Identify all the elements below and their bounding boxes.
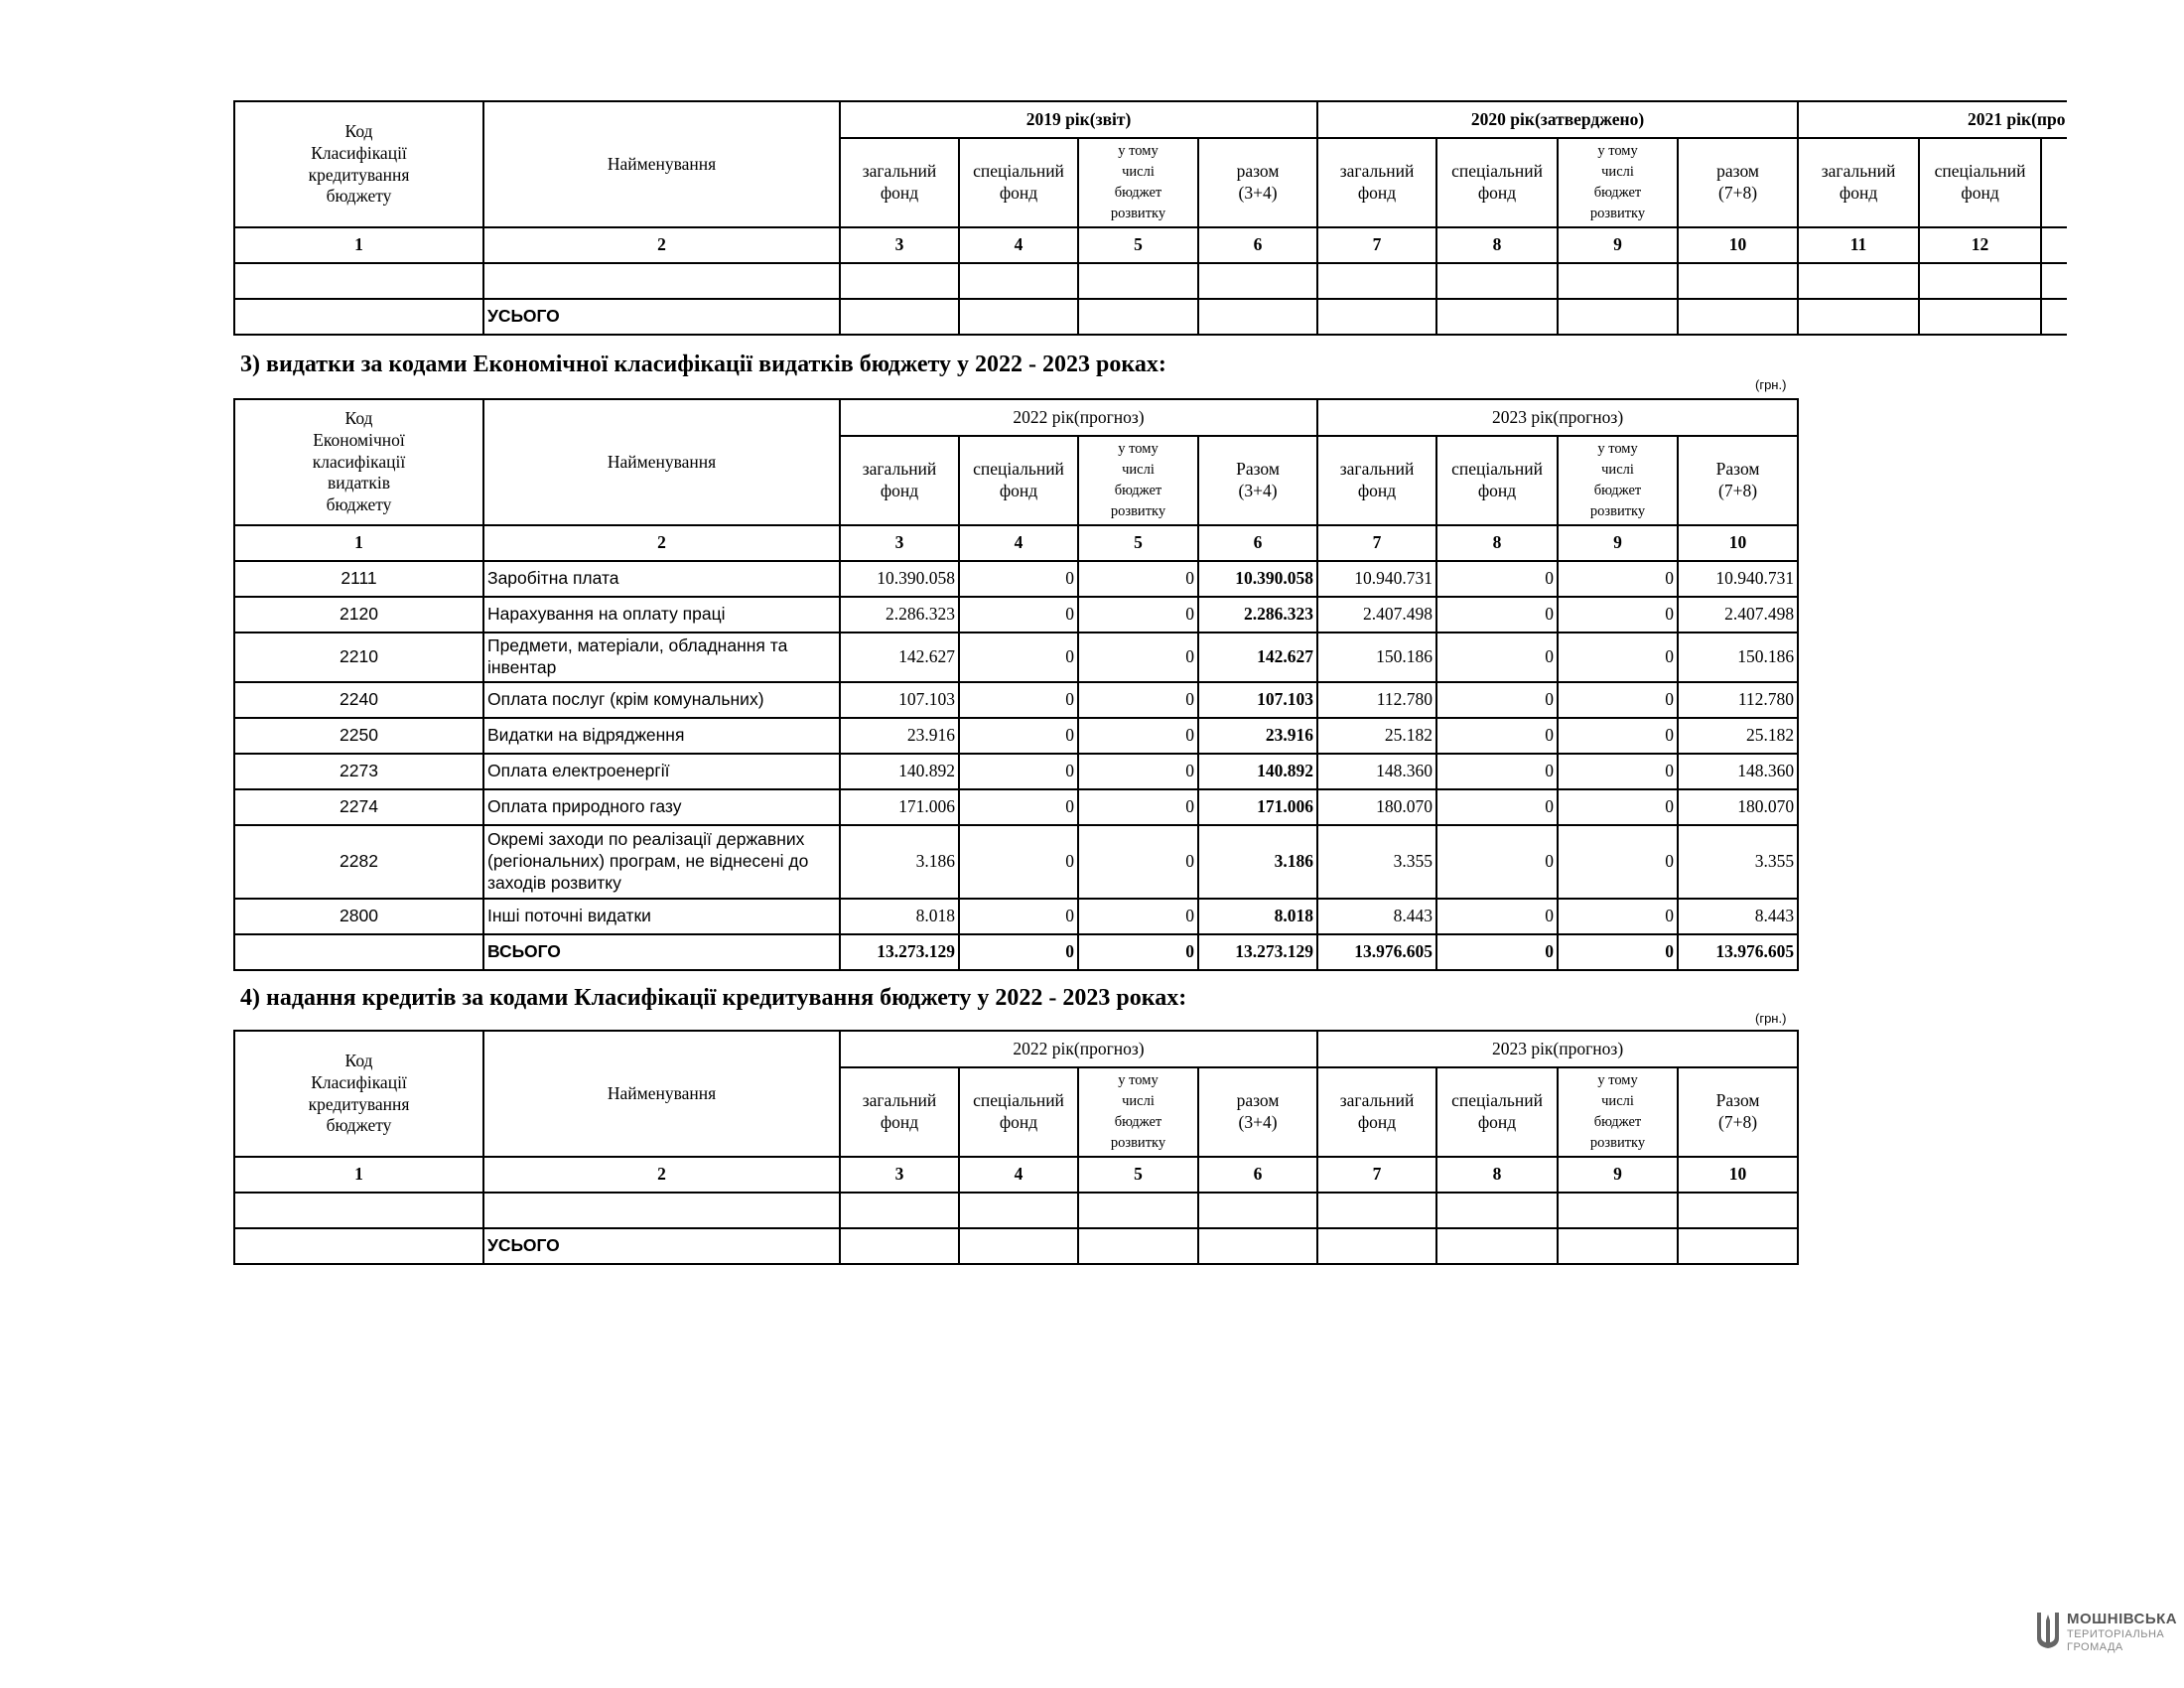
value-cell: 8.443 — [1678, 899, 1798, 934]
subheader: разом (7+8) — [1678, 138, 1798, 227]
subheader: загальний фонд — [840, 1067, 959, 1157]
column-number: 11 — [1798, 227, 1919, 263]
header-name: Найменування — [483, 101, 840, 227]
value-cell: 23.916 — [1198, 718, 1317, 754]
value-cell: 107.103 — [840, 682, 959, 718]
column-number: 6 — [1198, 525, 1317, 561]
total-value: 0 — [959, 934, 1078, 970]
column-number — [2041, 227, 2067, 263]
subheader: у тому числі бюджет розвитку — [1558, 138, 1678, 227]
value-cell: 0 — [1078, 825, 1198, 899]
column-number: 2 — [483, 525, 840, 561]
column-number: 7 — [1317, 1157, 1436, 1193]
value-cell: 0 — [1436, 633, 1558, 682]
column-number: 3 — [840, 1157, 959, 1193]
value-cell: 3.355 — [1678, 825, 1798, 899]
header-group-2023: 2023 рік(прогноз) — [1317, 1031, 1798, 1067]
value-cell: 142.627 — [840, 633, 959, 682]
value-cell: 0 — [1436, 561, 1558, 597]
column-number: 9 — [1558, 227, 1678, 263]
value-cell: 0 — [959, 633, 1078, 682]
row-name: Оплата природного газу — [483, 789, 840, 825]
column-number: 2 — [483, 227, 840, 263]
credit-table-top — [233, 100, 2067, 336]
value-cell: 0 — [959, 718, 1078, 754]
row-code: 2111 — [234, 561, 483, 597]
logo-line-3: ГРОМАДА — [2067, 1641, 2123, 1653]
value-cell: 0 — [1558, 825, 1678, 899]
row-name: Заробітна плата — [483, 561, 840, 597]
table-row — [234, 633, 1798, 682]
subheader: спеціальний фонд — [1436, 138, 1558, 227]
total-value: 13.273.129 — [1198, 934, 1317, 970]
total-label: УСЬОГО — [483, 299, 840, 335]
header-group-2023: 2023 рік(прогноз) — [1317, 399, 1798, 436]
trident-icon — [2035, 1611, 2061, 1650]
value-cell: 0 — [1558, 633, 1678, 682]
value-cell: 0 — [1078, 633, 1198, 682]
value-cell: 150.186 — [1678, 633, 1798, 682]
row-name: Видатки на відрядження — [483, 718, 840, 754]
total-label: УСЬОГО — [483, 1228, 840, 1264]
value-cell: 150.186 — [1317, 633, 1436, 682]
value-cell: 0 — [1078, 754, 1198, 789]
subheader: загальний фонд — [840, 436, 959, 525]
value-cell: 2.286.323 — [840, 597, 959, 633]
value-cell: 0 — [1558, 597, 1678, 633]
total-row — [234, 299, 2067, 335]
value-cell: 0 — [959, 789, 1078, 825]
value-cell: 0 — [959, 682, 1078, 718]
value-cell: 23.916 — [840, 718, 959, 754]
row-name: Оплата електроенергії — [483, 754, 840, 789]
subheader: спеціальний фонд — [959, 436, 1078, 525]
header-group-2022: 2022 рік(прогноз) — [840, 1031, 1317, 1067]
table-row — [234, 597, 1798, 633]
value-cell: 180.070 — [1678, 789, 1798, 825]
value-cell: 0 — [1436, 718, 1558, 754]
column-number: 5 — [1078, 1157, 1198, 1193]
header-group-2021: 2021 рік(про — [1798, 101, 2067, 138]
table-row — [234, 754, 1798, 789]
value-cell: 0 — [959, 561, 1078, 597]
subheader: разом (3+4) — [1198, 1067, 1317, 1157]
header-name: Найменування — [483, 1031, 840, 1157]
value-cell: 2.286.323 — [1198, 597, 1317, 633]
value-cell: 10.390.058 — [1198, 561, 1317, 597]
logo-line-1: МОШНІВСЬКА — [2067, 1611, 2178, 1627]
column-number: 2 — [483, 1157, 840, 1193]
total-label: ВСЬОГО — [483, 934, 840, 970]
value-cell: 2.407.498 — [1317, 597, 1436, 633]
value-cell: 140.892 — [1198, 754, 1317, 789]
value-cell: 2.407.498 — [1678, 597, 1798, 633]
total-row — [234, 1228, 1798, 1264]
column-number: 12 — [1919, 227, 2041, 263]
header-code: Код Класифікації кредитування бюджету — [234, 101, 483, 227]
value-cell: 0 — [1558, 682, 1678, 718]
value-cell: 3.186 — [1198, 825, 1317, 899]
table-row — [234, 263, 2067, 299]
row-code: 2274 — [234, 789, 483, 825]
value-cell: 0 — [1558, 899, 1678, 934]
value-cell: 0 — [959, 899, 1078, 934]
value-cell: 0 — [1436, 899, 1558, 934]
table-row — [234, 1193, 1798, 1228]
subheader: у тому числі бюджет розвитку — [1078, 436, 1198, 525]
row-name: Окремі заходи по реалізації державних (регіональних) програм, не віднесені до заходів розвитку — [483, 825, 840, 899]
column-number: 1 — [234, 227, 483, 263]
value-cell: 0 — [1078, 718, 1198, 754]
subheader: Разом (7+8) — [1678, 436, 1798, 525]
column-number: 1 — [234, 525, 483, 561]
column-number: 3 — [840, 525, 959, 561]
value-cell: 0 — [1078, 682, 1198, 718]
subheader: спеціальний фонд — [959, 1067, 1078, 1157]
subheader: у тому числі бюджет розвитку — [1078, 1067, 1198, 1157]
column-number: 8 — [1436, 525, 1558, 561]
column-number: 10 — [1678, 525, 1798, 561]
value-cell: 0 — [1436, 682, 1558, 718]
value-cell: 112.780 — [1317, 682, 1436, 718]
header-group-2020: 2020 рік(затверджено) — [1317, 101, 1798, 138]
table-row — [234, 789, 1798, 825]
subheader: у тому числі бюджет розвитку — [1078, 138, 1198, 227]
value-cell: 0 — [1078, 561, 1198, 597]
value-cell: 0 — [959, 825, 1078, 899]
header-code: Код Класифікації кредитування бюджету — [234, 1031, 483, 1157]
value-cell: 10.940.731 — [1317, 561, 1436, 597]
row-code: 2240 — [234, 682, 483, 718]
value-cell: 0 — [1558, 754, 1678, 789]
subheader-cut — [2041, 138, 2067, 227]
subheader: загальний фонд — [1317, 436, 1436, 525]
table-row — [234, 825, 1798, 899]
section4-unit: (грн.) — [1755, 1011, 1787, 1026]
column-number: 8 — [1436, 1157, 1558, 1193]
row-code: 2120 — [234, 597, 483, 633]
value-cell: 3.186 — [840, 825, 959, 899]
column-number: 3 — [840, 227, 959, 263]
column-number: 8 — [1436, 227, 1558, 263]
subheader: разом (3+4) — [1198, 138, 1317, 227]
header-name: Найменування — [483, 399, 840, 525]
section4-title: 4) надання кредитів за кодами Класифікації кредитування бюджету у 2022 - 2023 роках: — [240, 985, 1187, 1011]
header-group-2019: 2019 рік(звіт) — [840, 101, 1317, 138]
section3-unit: (грн.) — [1755, 377, 1787, 392]
column-number: 7 — [1317, 525, 1436, 561]
column-number: 9 — [1558, 525, 1678, 561]
value-cell: 25.182 — [1317, 718, 1436, 754]
value-cell: 0 — [959, 597, 1078, 633]
value-cell: 0 — [1436, 754, 1558, 789]
subheader: спеціальний фонд — [959, 138, 1078, 227]
row-code: 2800 — [234, 899, 483, 934]
column-number: 9 — [1558, 1157, 1678, 1193]
section3-title: 3) видатки за кодами Економічної класифікації видатків бюджету у 2022 - 2023 роках: — [240, 352, 1166, 377]
value-cell: 0 — [1078, 899, 1198, 934]
value-cell: 8.018 — [1198, 899, 1317, 934]
column-number: 5 — [1078, 227, 1198, 263]
row-name: Оплата послуг (крім комунальних) — [483, 682, 840, 718]
column-number: 4 — [959, 1157, 1078, 1193]
total-value: 13.976.605 — [1317, 934, 1436, 970]
subheader: спеціальний фонд — [1919, 138, 2041, 227]
value-cell: 112.780 — [1678, 682, 1798, 718]
column-number: 6 — [1198, 1157, 1317, 1193]
column-number: 4 — [959, 525, 1078, 561]
column-number: 7 — [1317, 227, 1436, 263]
value-cell: 0 — [1436, 789, 1558, 825]
expenses-table — [233, 398, 1799, 971]
header-group-2022: 2022 рік(прогноз) — [840, 399, 1317, 436]
value-cell: 8.018 — [840, 899, 959, 934]
value-cell: 171.006 — [840, 789, 959, 825]
subheader: загальний фонд — [1317, 1067, 1436, 1157]
value-cell: 148.360 — [1317, 754, 1436, 789]
subheader: у тому числі бюджет розвитку — [1558, 1067, 1678, 1157]
value-cell: 8.443 — [1317, 899, 1436, 934]
total-value: 13.976.605 — [1678, 934, 1798, 970]
logo-line-2: ТЕРИТОРІАЛЬНА — [2067, 1628, 2165, 1640]
column-number: 10 — [1678, 1157, 1798, 1193]
value-cell: 107.103 — [1198, 682, 1317, 718]
column-number: 4 — [959, 227, 1078, 263]
total-value: 0 — [1436, 934, 1558, 970]
value-cell: 171.006 — [1198, 789, 1317, 825]
value-cell: 25.182 — [1678, 718, 1798, 754]
subheader: у тому числі бюджет розвитку — [1558, 436, 1678, 525]
value-cell: 0 — [1436, 597, 1558, 633]
total-value: 13.273.129 — [840, 934, 959, 970]
subheader: загальний фонд — [1317, 138, 1436, 227]
value-cell: 140.892 — [840, 754, 959, 789]
value-cell: 0 — [1078, 597, 1198, 633]
credits-table — [233, 1030, 1799, 1265]
header-code: Код Економічної класифікації видатків бюджету — [234, 399, 483, 525]
total-row — [234, 934, 1798, 970]
value-cell: 3.355 — [1317, 825, 1436, 899]
subheader: загальний фонд — [840, 138, 959, 227]
value-cell: 0 — [1558, 789, 1678, 825]
table-row — [234, 682, 1798, 718]
subheader: спеціальний фонд — [1436, 436, 1558, 525]
row-code: 2250 — [234, 718, 483, 754]
total-value: 0 — [1558, 934, 1678, 970]
row-name: Нарахування на оплату праці — [483, 597, 840, 633]
value-cell: 0 — [959, 754, 1078, 789]
row-name: Предмети, матеріали, обладнання та інвентар — [483, 633, 840, 682]
table-row — [234, 718, 1798, 754]
row-code: 2210 — [234, 633, 483, 682]
credit-table-top-wrapper — [0, 0, 2067, 343]
value-cell: 10.390.058 — [840, 561, 959, 597]
row-code: 2282 — [234, 825, 483, 899]
table-row — [234, 899, 1798, 934]
value-cell: 142.627 — [1198, 633, 1317, 682]
subheader: спеціальний фонд — [1436, 1067, 1558, 1157]
value-cell: 180.070 — [1317, 789, 1436, 825]
table-row — [234, 561, 1798, 597]
subheader: загальний фонд — [1798, 138, 1919, 227]
value-cell: 0 — [1436, 825, 1558, 899]
subheader: Разом (3+4) — [1198, 436, 1317, 525]
value-cell: 0 — [1558, 718, 1678, 754]
row-name: Інші поточні видатки — [483, 899, 840, 934]
column-number: 6 — [1198, 227, 1317, 263]
column-number: 5 — [1078, 525, 1198, 561]
value-cell: 0 — [1558, 561, 1678, 597]
total-value: 0 — [1078, 934, 1198, 970]
row-code: 2273 — [234, 754, 483, 789]
column-number: 10 — [1678, 227, 1798, 263]
column-number: 1 — [234, 1157, 483, 1193]
value-cell: 10.940.731 — [1678, 561, 1798, 597]
value-cell: 148.360 — [1678, 754, 1798, 789]
value-cell: 0 — [1078, 789, 1198, 825]
community-logo — [2035, 1609, 2178, 1656]
subheader: Разом (7+8) — [1678, 1067, 1798, 1157]
